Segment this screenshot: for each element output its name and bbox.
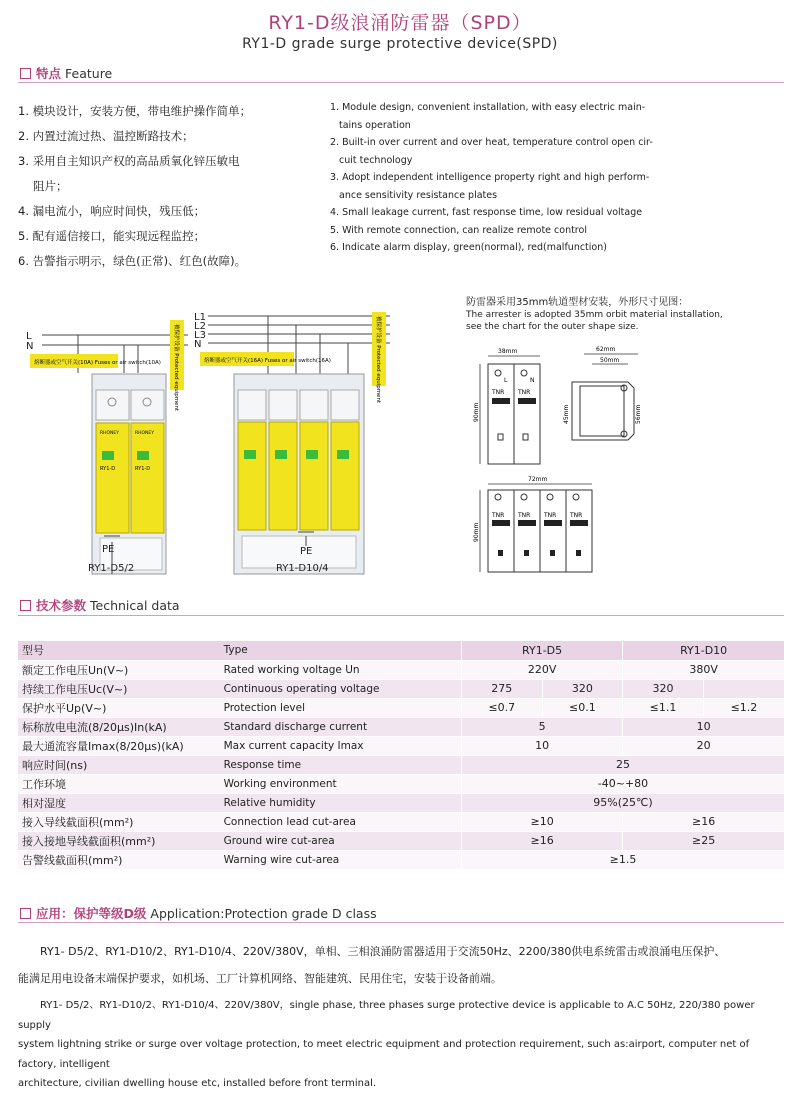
- tnr-label: TNR: [544, 512, 557, 519]
- surge-module: [234, 374, 364, 574]
- diagram-caption: RY1-D10/4: [276, 563, 329, 574]
- cell-value: 25: [461, 755, 784, 774]
- cell-value: ≤1.2: [703, 698, 784, 717]
- application-paragraph: 能满足用电设备末端保护要求，如机场、工厂计算机网络、智能建筑、民用住宅，安装于设备前端。: [18, 972, 502, 985]
- tech-heading-en: Technical data: [90, 597, 180, 613]
- dim-50: 50mm: [600, 357, 620, 364]
- application-text-en: [18, 996, 788, 1094]
- table-row: [18, 717, 784, 736]
- row-label-cn: 告警线截面积(mm²): [18, 850, 220, 869]
- application-paragraph: RY1- D5/2、RY1-D10/2、RY1-D10/4、220V/380V，单相、三相浪涌防雷器适用于交流50Hz、2200/380供电系统雷击或浪涌电压保护、: [40, 945, 726, 958]
- application-heading: [20, 904, 377, 922]
- cell-value: 275: [461, 679, 542, 698]
- tech-heading-cn: 技术参数: [36, 598, 87, 613]
- table-row: [18, 793, 784, 812]
- table-row: [18, 736, 784, 755]
- terminal-n: N: [530, 377, 535, 384]
- application-paragraph: system lightning strike or surge over voltage protection, to meet electric equipment and protection requirement, such as:airport, computer net of factory, intelligent: [18, 1039, 750, 1070]
- module-cartridge: [331, 422, 359, 530]
- module-model: RY1-D: [135, 466, 151, 472]
- cell-value: 380V: [623, 660, 784, 679]
- row-label-en: Working environment: [220, 774, 462, 793]
- feature-item: 3. Adopt independent intelligence property right and high perform-: [330, 172, 650, 183]
- cell-value: 95%(25℃): [461, 793, 784, 812]
- application-heading-en: Application:Protection grade D class: [150, 905, 377, 921]
- row-label-en: Rated working voltage Un: [220, 660, 462, 679]
- table-row: [18, 812, 784, 831]
- row-label-en: Standard discharge current: [220, 717, 462, 736]
- row-label-cn: 接入导线截面积(mm²): [18, 812, 220, 831]
- installation-note-en: see the chart for the outer shape size.: [466, 322, 639, 332]
- tnr-label: TNR: [570, 512, 583, 519]
- dim-90: 90mm: [473, 402, 480, 422]
- feature-heading-cn: 特点: [36, 66, 62, 81]
- row-label-cn: 型号: [18, 641, 220, 660]
- row-label-en: Continuous operating voltage: [220, 679, 462, 698]
- row-label-cn: 持续工作电压Uc(V~): [18, 679, 220, 698]
- tech-heading: [20, 596, 180, 614]
- dim-56: 56mm: [635, 404, 642, 424]
- installation-note: [466, 297, 786, 333]
- cell-value: ≤1.1: [623, 698, 704, 717]
- tech-table: [18, 641, 784, 870]
- cell-value: 320: [542, 679, 623, 698]
- table-row: [18, 660, 784, 679]
- tnr-label: TNR: [492, 512, 505, 519]
- page-title-cn: RY1-D级浪涌防雷器（SPD）: [268, 12, 532, 34]
- table-row: [18, 641, 784, 660]
- protected-equipment-label: 被保护设备 Protected equipment: [375, 316, 381, 404]
- feature-item: 1. Module design, convenient installation, with easy electric main-: [330, 102, 646, 113]
- line-label-l2: L2: [194, 321, 206, 332]
- wiring-diagram-d5: [20, 318, 220, 580]
- dim-38: 38mm: [498, 348, 518, 355]
- application-paragraph: architecture, civilian dwelling house etc, installed before front terminal.: [18, 1078, 377, 1089]
- module-cartridge: [131, 423, 164, 533]
- dim-45: 45mm: [563, 404, 570, 424]
- section-divider: [18, 922, 784, 923]
- front-view-2pole: [473, 348, 540, 464]
- installation-note-cn: 防雷器采用35mm轨道型材安装，外形尺寸见图：: [466, 297, 689, 308]
- status-window-green: [337, 450, 349, 459]
- cell-value: ≥16: [623, 812, 784, 831]
- row-label-en: Response time: [220, 755, 462, 774]
- feature-item: 阻片；: [33, 179, 68, 193]
- wiring-diagram-d10: [192, 310, 402, 580]
- row-label-cn: 最大通流容量Imax(8/20μs)(kA): [18, 736, 220, 755]
- row-label-cn: 响应时间(ns): [18, 755, 220, 774]
- dim-62: 62mm: [596, 346, 616, 353]
- side-view: [563, 346, 642, 440]
- feature-item: 2. 内置过流过热、温控断路技术；: [18, 129, 194, 143]
- feature-item: 6. 告警指示明示，绿色(正常)、红色(故障)。: [18, 254, 247, 268]
- section-box-icon: [20, 908, 31, 919]
- cell-value: 320: [623, 679, 704, 698]
- cell-value: RY1-D5: [461, 641, 622, 660]
- table-row: [18, 755, 784, 774]
- application-heading-cn: 应用：保护等级D级: [36, 906, 147, 921]
- cell-value: ≥16: [461, 831, 622, 850]
- breaker-label: 熔断器或空气开关(10A) Fuses or air switch(10A): [34, 360, 161, 366]
- row-label-cn: 相对湿度: [18, 793, 220, 812]
- cell-value: 5: [461, 717, 622, 736]
- cell-value: [703, 679, 784, 698]
- feature-list-en: [330, 99, 660, 257]
- section-box-icon: [20, 68, 31, 79]
- module-model: RY1-D: [100, 466, 116, 472]
- row-label-en: Protection level: [220, 698, 462, 717]
- status-window-green: [102, 451, 114, 460]
- pe-label: PE: [300, 546, 313, 557]
- module-cartridge: [300, 422, 328, 530]
- row-label-cn: 额定工作电压Un(V~): [18, 660, 220, 679]
- table-row: [18, 774, 784, 793]
- row-label-en: Connection lead cut-area: [220, 812, 462, 831]
- pe-label: PE: [102, 544, 115, 555]
- feature-item: 3. 采用自主知识产权的高品质氧化锌压敏电: [18, 154, 240, 168]
- row-label-cn: 接入接地导线截面积(mm²): [18, 831, 220, 850]
- feature-item: 1. 模块设计，安装方便，带电维护操作简单；: [18, 104, 252, 118]
- feature-item: 2. Built-in over current and over heat, temperature control open cir-: [330, 137, 653, 148]
- installation-note-en: The arrester is adopted 35mm orbit material installation,: [466, 310, 723, 320]
- diagram-caption: RY1-D5/2: [88, 563, 135, 574]
- application-paragraph: RY1- D5/2、RY1-D10/2、RY1-D10/4、220V/380V，single phase, three phases surge protective device is applicable to A.C 50Hz, 220/380 power supply: [18, 1000, 755, 1031]
- feature-item: 5. 配有遥信接口，能实现远程监控；: [18, 229, 206, 243]
- line-label-l: L: [26, 331, 32, 342]
- cell-value: ≥10: [461, 812, 622, 831]
- module-cartridge: [269, 422, 297, 530]
- dim-90b: 90mm: [473, 522, 480, 542]
- section-divider: [18, 615, 784, 616]
- application-text-cn: [18, 938, 784, 992]
- row-label-cn: 保护水平Up(V~): [18, 698, 220, 717]
- protected-equipment-label: 被保护设备 Protected equipment: [173, 324, 179, 412]
- cell-value: ≤0.7: [461, 698, 542, 717]
- dimension-drawings: [468, 342, 778, 582]
- section-divider: [18, 82, 784, 83]
- tnr-label: TNR: [492, 389, 505, 396]
- cell-value: 220V: [461, 660, 622, 679]
- feature-list-cn: [18, 99, 318, 274]
- row-label-en: Warning wire cut-area: [220, 850, 462, 869]
- tnr-label: TNR: [518, 389, 531, 396]
- table-row: [18, 698, 784, 717]
- cell-value: -40~+80: [461, 774, 784, 793]
- line-label-n: N: [26, 341, 34, 352]
- feature-heading-en: Feature: [65, 65, 113, 81]
- tnr-label: TNR: [518, 512, 531, 519]
- module-cartridge: [238, 422, 266, 530]
- line-label-n: N: [194, 339, 202, 350]
- status-window-green: [275, 450, 287, 459]
- feature-item: cuit technology: [339, 154, 413, 166]
- feature-item: 4. Small leakage current, fast response time, low residual voltage: [330, 207, 643, 218]
- status-window-green: [244, 450, 256, 459]
- row-label-en: Max current capacity Imax: [220, 736, 462, 755]
- table-row: [18, 831, 784, 850]
- table-row: [18, 679, 784, 698]
- feature-item: 5. With remote connection, can realize remote control: [330, 224, 587, 236]
- table-row: [18, 850, 784, 869]
- module-brand: RHONEY: [100, 431, 120, 436]
- cell-value: 20: [623, 736, 784, 755]
- row-label-cn: 标称放电电流(8/20μs)In(kA): [18, 717, 220, 736]
- page-title-en: RY1-D grade surge protective device(SPD): [242, 36, 558, 52]
- feature-heading: [20, 64, 112, 82]
- feature-item: 6. Indicate alarm display, green(normal), red(malfunction): [330, 242, 607, 253]
- row-label-en: Ground wire cut-area: [220, 831, 462, 850]
- module-cartridge: [96, 423, 129, 533]
- breaker-label: 熔断器或空气开关(16A) Fuses or air switch(16A): [204, 358, 331, 364]
- row-label-en: Relative humidity: [220, 793, 462, 812]
- status-window-green: [137, 451, 149, 460]
- section-box-icon: [20, 600, 31, 611]
- row-label-en: Type: [220, 641, 462, 660]
- front-view-4pole: [473, 476, 592, 572]
- feature-item: tains operation: [339, 119, 411, 131]
- cell-value: 10: [461, 736, 622, 755]
- feature-item: ance sensitivity resistance plates: [339, 189, 498, 201]
- cell-value: RY1-D10: [623, 641, 784, 660]
- cell-value: ≥25: [623, 831, 784, 850]
- cell-value: 10: [623, 717, 784, 736]
- feature-item: 4. 漏电流小，响应时间快，残压低；: [18, 204, 206, 218]
- row-label-cn: 工作环境: [18, 774, 220, 793]
- cell-value: ≥1.5: [461, 850, 784, 869]
- line-label-l1: L1: [194, 312, 206, 323]
- line-label-l3: L3: [194, 330, 206, 341]
- status-window-green: [306, 450, 318, 459]
- dim-72: 72mm: [528, 476, 548, 483]
- module-brand: RHONEY: [135, 431, 155, 436]
- cell-value: ≤0.1: [542, 698, 623, 717]
- terminal-l: L: [504, 377, 508, 384]
